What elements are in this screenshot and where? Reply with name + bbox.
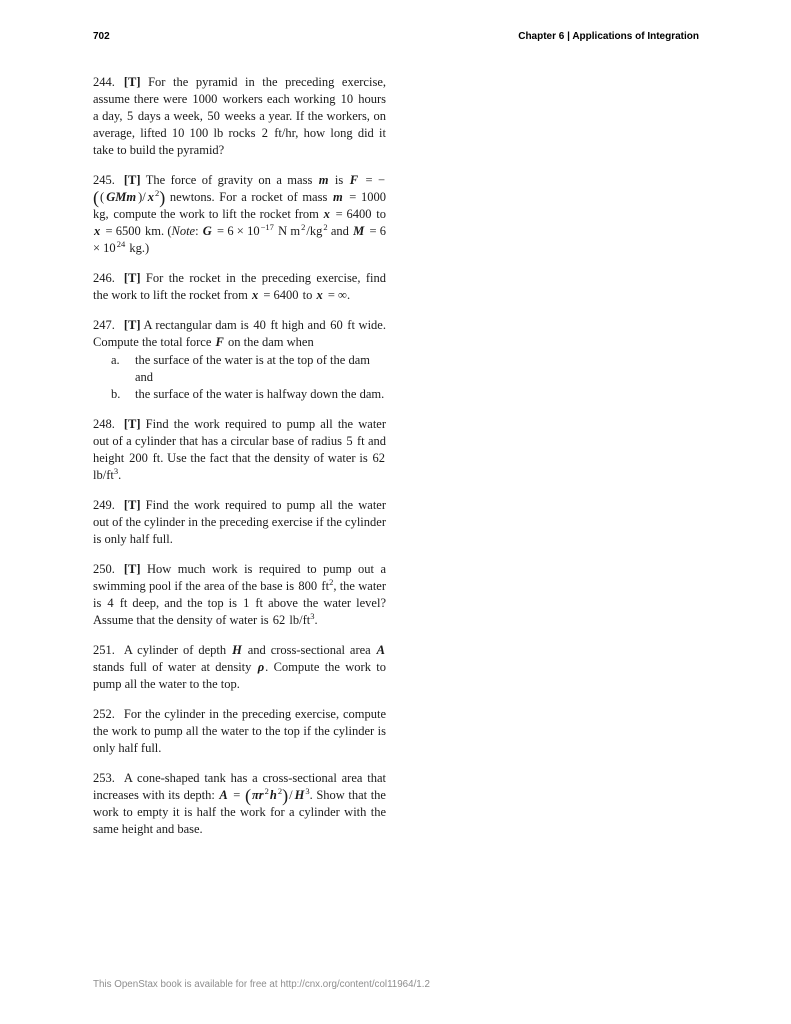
text-run: x [323, 207, 330, 221]
text-run: = 6 × 10 [93, 224, 386, 255]
text-run: 3 [305, 785, 310, 796]
exercise-number: 244. [93, 75, 115, 89]
exercise [93, 642, 386, 693]
text-run: = [229, 788, 244, 802]
sublist-item [111, 352, 386, 386]
text-run: 2 [323, 221, 328, 232]
exercise [93, 270, 386, 304]
text-run: [T] [123, 271, 141, 285]
chapter-header: Chapter 6 | Applications of Integration [518, 31, 699, 42]
text-run: [T] [123, 498, 141, 512]
text-run: ft wide. Compute the total force [93, 318, 386, 349]
text-run: H [294, 788, 305, 802]
text-run: −17 [260, 221, 274, 232]
text-run: weeks a year. If the workers, on average, lifted 10 100 lb rocks [93, 109, 386, 140]
text-run: 40 [253, 318, 266, 332]
text-run: For the pyramid in the preceding exercise, assume there were [93, 75, 386, 106]
text-run: lb/ft [93, 468, 114, 482]
text-run: F [215, 335, 224, 349]
text-run: kg.) [126, 241, 150, 255]
exercise [93, 172, 386, 257]
text-run: [T] [123, 562, 141, 576]
text-run: πr [251, 788, 264, 802]
exercise-number: 248. [93, 417, 115, 431]
text-run: is [329, 173, 349, 187]
sublist-item-label: b. [111, 387, 121, 401]
text-run: , the water is [93, 579, 387, 610]
text-run: 62 [372, 451, 385, 465]
text-run: . Show that the work to empty it is half the work for a cylinder with the same height and base. [93, 788, 386, 836]
text-run: 4 [107, 596, 114, 610]
text-run: )/ [138, 190, 146, 204]
text-run: km. ( [141, 224, 172, 238]
text-run: ( [100, 190, 105, 204]
exercise-text [93, 706, 386, 757]
exercise-text [93, 642, 386, 693]
exercise-number: 247. [93, 318, 115, 332]
text-run: 2 [261, 126, 269, 140]
exercise-text [93, 317, 386, 351]
text-run: A cone-shaped tank has a cross-sectional area that increases with its depth: [93, 771, 386, 802]
page-footer [93, 979, 430, 990]
text-run: ft [318, 579, 330, 593]
text-run: = − [360, 173, 385, 187]
text-run: ( [244, 785, 251, 806]
text-run: [T] [123, 75, 141, 89]
text-run: /kg [306, 224, 323, 238]
text-run: A [219, 788, 228, 802]
text-run: 2 [329, 576, 334, 587]
text-run: to [299, 288, 316, 302]
exercise-number: 246. [93, 271, 115, 285]
text-run: 3 [310, 610, 315, 621]
text-run: M [353, 224, 365, 238]
text-run: 2 [264, 785, 269, 796]
text-run: For the rocket in the preceding exercise, find the work to lift the rocket from [93, 271, 386, 302]
text-run: and cross-sectional area [242, 643, 376, 657]
text-run: workers each working [218, 92, 340, 106]
exercise-text [93, 497, 386, 548]
text-run: Find the work required to pump all the water out of a cylinder that has a circular base of radius [93, 417, 386, 448]
text-run: 5 [346, 434, 353, 448]
text-run: = 6400 [331, 207, 372, 221]
text-run: . Compute the work to pump all the water to the top. [93, 660, 386, 691]
text-run: How much work is required to pump out a swimming pool if the area of the base is [93, 562, 386, 593]
text-run: GMm [106, 190, 137, 204]
text-run: 200 [129, 451, 148, 465]
text-run: 2 [277, 785, 283, 796]
text-run: on the dam when [224, 335, 314, 349]
exercise-text [93, 561, 386, 629]
text-run: stands full of water at density [93, 660, 257, 674]
text-run: A rectangular dam is [140, 318, 253, 332]
exercise-text [93, 270, 386, 304]
text-run: For the cylinder in the preceding exercise, compute the work to pump all the water to the top if the cylinder is only half full. [93, 707, 386, 755]
exercise [93, 561, 386, 629]
text-run: m [332, 190, 343, 204]
text-run: ft above the water level? Assume that the density of water is [93, 596, 386, 627]
text-run: = 1000 kg, [93, 190, 386, 221]
text-run: newtons. For a rocket of mass [165, 190, 332, 204]
text-run: lb/ft [286, 613, 311, 627]
exercise [93, 74, 386, 159]
exercise-text [93, 770, 386, 838]
text-run: ( [93, 187, 100, 208]
text-run: [T] [123, 417, 141, 431]
text-run: . [118, 468, 122, 482]
exercise-number: 253. [93, 771, 115, 785]
text-run: and [327, 224, 353, 238]
text-run: ft/hr, how long did it take to build the pyramid? [93, 126, 386, 157]
text-run: A [376, 643, 385, 657]
text-run: h [269, 788, 277, 802]
text-run: ft deep, and the top is [114, 596, 243, 610]
exercise [93, 317, 386, 403]
text-run: F [349, 173, 359, 187]
exercise-column [93, 74, 386, 851]
text-run: x [251, 288, 259, 302]
text-run: N m [274, 224, 301, 238]
text-run: A cylinder of depth [123, 643, 232, 657]
text-run: 800 [298, 579, 318, 593]
sublist-item [111, 386, 386, 403]
text-run: days a week, [134, 109, 207, 123]
exercise-number: 251. [93, 643, 115, 657]
text-run: 24 [116, 238, 126, 249]
text-run: The force of gravity on a mass [140, 173, 318, 187]
text-run: [T] [123, 173, 141, 187]
text-run: 62 [272, 613, 286, 627]
text-run: = ∞. [324, 288, 351, 302]
footer-attribution-text: This OpenStax book is available for free at http://cnx.org/content/col11964/1.2 [93, 979, 430, 990]
exercise-text [93, 416, 386, 484]
text-run: 60 [330, 318, 343, 332]
text-run: ft and height [93, 434, 386, 465]
text-run: ) [282, 785, 289, 806]
text-run: ) [159, 187, 166, 208]
text-run: = 6400 [260, 288, 299, 302]
text-run: 5 [127, 109, 134, 123]
exercise-text [93, 74, 386, 159]
text-run: to [372, 207, 386, 221]
text-run: 2 [301, 221, 306, 232]
text-run: 50 [207, 109, 220, 123]
text-run: 2 [154, 187, 160, 198]
text-run: x [94, 224, 101, 238]
exercise [93, 497, 386, 548]
text-run: Find the work required to pump all the water out of the cylinder in the preceding exercise if the cylinder is only half full. [93, 498, 386, 546]
text-run: Note [171, 224, 196, 238]
exercise [93, 706, 386, 757]
exercise [93, 416, 386, 484]
text-run: 1 [243, 596, 250, 610]
text-run: . [314, 613, 318, 627]
text-run: G [202, 224, 212, 238]
text-run: ft. Use the fact that the density of water is [148, 451, 372, 465]
text-run: : [195, 224, 202, 238]
text-run: compute the work to lift the rocket from [109, 207, 323, 221]
exercise-number: 252. [93, 707, 115, 721]
page-number: 702 [93, 31, 110, 42]
text-run: [T] [123, 318, 141, 332]
text-run: ρ [257, 660, 265, 674]
text-run: m [318, 173, 329, 187]
sublist-item-text: the surface of the water is halfway down the dam. [135, 387, 385, 401]
text-run: x [147, 190, 154, 204]
exercise-number: 250. [93, 562, 115, 576]
exercise-text [93, 172, 386, 257]
exercise-number: 245. [93, 173, 115, 187]
exercise-sublist [111, 352, 386, 403]
sublist-item-label: a. [111, 353, 120, 367]
text-run: = 6 × 10 [213, 224, 260, 238]
text-run: = 6500 [102, 224, 141, 238]
text-run: 3 [113, 465, 119, 476]
exercise [93, 770, 386, 838]
text-run: / [289, 788, 293, 802]
sublist-item-text: the surface of the water is at the top of the dam and [135, 353, 370, 384]
text-run: 1000 [192, 92, 218, 106]
text-run: hours a day, [93, 92, 386, 123]
page-header [93, 31, 699, 42]
exercise-number: 249. [93, 498, 115, 512]
text-run: x [316, 288, 323, 302]
text-run: 10 [340, 92, 354, 106]
text-run: H [232, 643, 242, 657]
text-run: ft high and [266, 318, 330, 332]
